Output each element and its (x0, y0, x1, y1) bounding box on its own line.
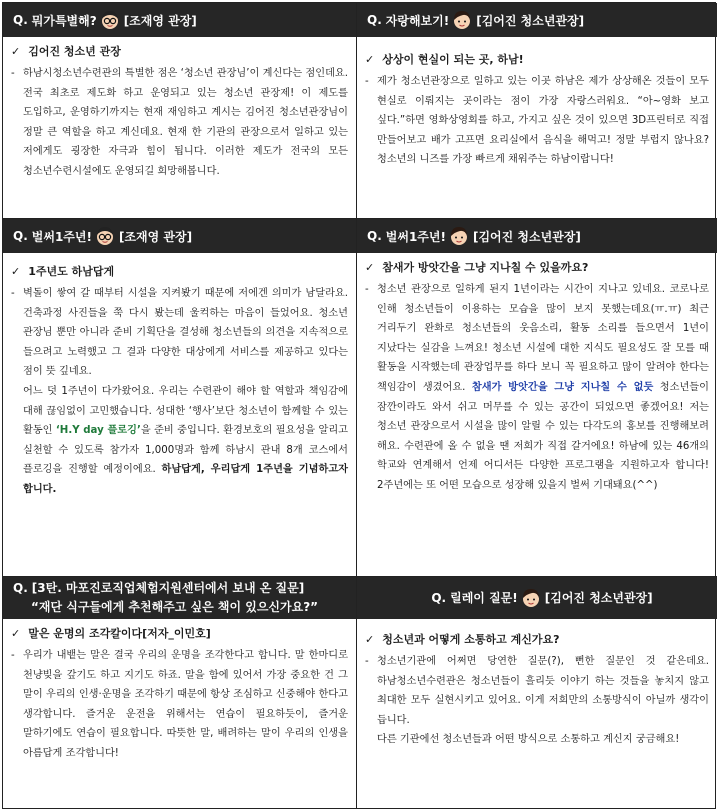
youth-face-icon (448, 225, 470, 247)
panel-relay-question (357, 577, 717, 809)
answer-title (11, 263, 348, 280)
dash-bullet: - (365, 76, 369, 87)
answer-title (11, 625, 348, 642)
answer-text: 어느 덧 1주년이 다가왔어요. 우리는 수련관이 해야 할 역할과 책임감에 대해 끊임없이 고민했습니다. 성대한 ‘행사’보단 청소년이 함께할 수 있는 활동인 (23, 385, 348, 437)
q-label: Q. (367, 229, 382, 243)
speaker-label: [조재영 관장] (123, 13, 197, 28)
answer-text: 다른 기관에선 청소년들과 어떤 방식으로 소통하고 계신지 궁금해요! (377, 734, 680, 746)
panel-header (3, 577, 356, 619)
question-text: 자랑해보기! (385, 13, 450, 28)
answer-text: 청소년들이 잠깐이라도 와서 쉬고 머무를 수 있는 공간이 되었으면 좋겠어요! 저는 청소년 관장으로서 시설을 많이 알릴 수 있는 다각도의 홍보를 진행해보려 해요. 수련관에 올 수 없을 땐 저희가 직접 갈거에요! 하남에 있는 46개의 학교와 연계해서 언제 어디서든 다양한 프로그램을 지원하고자 합니다! 2주년에는 또 어떤 모습으로 성장해 있을지 벌써 기대돼요(^^) (377, 381, 709, 491)
question-text: 릴레이 질문! (450, 590, 518, 605)
dash-bullet: - (11, 288, 15, 299)
q-label: Q. (431, 590, 447, 605)
answer-title (11, 43, 348, 60)
panel-header (3, 3, 356, 37)
check-icon: ✓ (365, 261, 375, 274)
speaker-label: [김어진 청소년관장] (472, 229, 581, 244)
speaker-label: [김어진 청소년관장] (476, 13, 585, 28)
answer-title-text: 김어진 청소년 관장 (28, 45, 121, 58)
answer-paragraph-2 (365, 730, 709, 750)
answer-title-text: 참새가 방앗간을 그냥 지나칠 수 있을까요? (382, 261, 589, 274)
answer-paragraph (365, 652, 709, 730)
man-glasses-face-icon (94, 225, 116, 247)
answer-text: 하남시청소년수련관의 특별한 점은 ‘청소년 관장님’이 계신다는 점인데요. 전국 최초로 제도화 하고 운영되고 있는 청소년 관장제! 이 제도를 도입하고, 운영하기까지는 현재 재임하고 계시는 김어진 청소년관장님이 정말 큰 역할을 하고 계신데요. 현재 한 기관의 관장으로서 일하고 있는 저에게도 굉장한 자극과 힘이 됩니다. 이러한 제도가 전국의 모든 청소년수련시설에도 운영되길 희망해봅니다. (23, 68, 348, 177)
speaker-label: [김어진 청소년관장] (544, 590, 653, 605)
answer-text: 벽돌이 쌓여 갈 때부터 시설을 지켜봤기 때문에 저에겐 의미가 남달라요. 건축과정 사진들을 쭉 다시 봤는데 울컥하는 마음이 들었어요. 청소년 관장님 뿐만 아니라 준비 기획단을 결성해 청소년들의 의견을 지속적으로 들으려고 노력했고 그 결과 다양한 대상에게 서비스를 제공하고 있다는 점이 뜻 깊네요. (23, 288, 348, 378)
answer-title (365, 631, 709, 648)
youth-face-icon (520, 587, 542, 609)
answer-text: 우리가 내뱉는 말은 결국 우리의 운명을 조각한다고 합니다. 말 한마디로 천냥빚을 갚기도 하고 지기도 하죠. 말을 함에 있어서 가장 중요한 건 그 말이 우리의 인생·운명을 조각하기 때문에 항상 조심하고 신중해야 한다고 생각합니다. 즐거운 운전을 위해서는 연습이 필요하듯이, 즐거운 말하기에도 연습이 필요합니다. 따뜻한 말, 배려하는 말이 우리의 인생을 아름답게 조각합니다! (23, 650, 348, 759)
panel-header (357, 3, 717, 37)
answer-paragraph (11, 284, 348, 382)
answer-title-text: 상상이 현실이 되는 곳, 하남! (382, 53, 524, 66)
question-text: 벌써1주년! (31, 229, 92, 244)
answer-title-text: 청소년과 어떻게 소통하고 계신가요? (382, 633, 560, 646)
speaker-label: [조재영 관장] (118, 229, 193, 244)
check-icon: ✓ (11, 627, 21, 640)
dash-bullet: - (365, 656, 369, 667)
answer-text: 을 준비 중입니다. 환경보호의 필요성을 알리고 실천할 수 있도록 참가자 1,000명과 함께 하남시 관내 8개 코스에서 플로깅을 진행할 예정이에요. (23, 425, 348, 476)
panel-anniversary-youth (357, 219, 717, 576)
panel-anniversary-director (3, 219, 356, 576)
check-icon: ✓ (11, 45, 21, 58)
answer-title (365, 259, 709, 276)
highlight-text: ‘H.Y day 플로깅’ (55, 425, 141, 437)
check-icon: ✓ (365, 633, 375, 646)
panel-header (357, 219, 717, 253)
panel-header (3, 219, 356, 253)
answer-paragraph (365, 280, 709, 496)
youth-face-icon (451, 9, 473, 31)
panel-header (357, 577, 717, 619)
question-text: [3탄. 마포진로직업체험지원센터에서 보내 온 질문] (31, 581, 305, 595)
answer-text: 청소년 관장으로 일하게 된지 1년이라는 시간이 지나고 있네요. 코로나로 인해 청소년들이 이용하는 모습을 많이 보지 못했는데요(ㅠ.ㅠ) 최근 거리두기 완화로 청소년들의 웃음소리, 활동 소리를 들으면서 1년이 지났다는 실감을 느껴요! 청소년 시설에 대한 지식도 필요성도 잘 모를 때 활동을 시작했는데 관장업무를 하다 보니 꼭 필요하고 많이 알려야 한다는 책임감이 생겼어요. (377, 284, 709, 393)
highlight-text: 참새가 방앗간을 그냥 지나칠 수 없듯 (471, 381, 654, 393)
answer-paragraph (11, 64, 348, 182)
answer-title-text: 1주년도 하남답게 (28, 265, 115, 278)
q-label: Q. (13, 229, 28, 243)
dash-bullet: - (11, 68, 15, 79)
q-label: Q. (13, 581, 28, 595)
q-label: Q. (367, 13, 382, 27)
answer-text: 제가 청소년관장으로 일하고 있는 이곳 하남은 제가 상상해온 것들이 모두 현실로 이뤄지는 곳이라는 점이 가장 자랑스러워요. “아~영화 보고 싶다.”하면 영화상영회를 하고, 가지고 싶은 것이 있으면 3D프린터로 직접 만들어보고 배가 고프면 요리실에서 음식을 해먹고! 정말 부럽지 않나요? 청소년의 니즈를 가장 빠르게 채워주는 하남이랍니다! (377, 76, 709, 166)
question-text: 뭐가특별해? (31, 13, 97, 28)
dash-bullet: - (365, 284, 369, 295)
bold-text: 하남답게, 우리답게 1주년을 기념하고자 합니다. (23, 464, 349, 495)
check-icon: ✓ (11, 265, 21, 278)
question-text: 벌써1주년! (385, 229, 446, 244)
check-icon: ✓ (365, 53, 375, 66)
answer-title (365, 51, 709, 68)
panel-book-recommendation (3, 577, 356, 809)
answer-title-text: 말은 운명의 조각칼이다[저자_이민호] (28, 627, 211, 640)
man-glasses-face-icon (99, 9, 121, 31)
panel-special (3, 3, 356, 218)
answer-paragraph (365, 72, 709, 170)
interview-grid (2, 2, 716, 809)
answer-text: 청소년기관에 어쩌면 당연한 질문(?), 뻔한 질문인 것 같은데요. 하남청소년수련관은 청소년들이 흘리듯 이야기 하는 것들을 놓치지 않고 최대한 모두 실현시키고 있어요. 이게 저희만의 소통방식이 아닐까 생각이 듭니다. (377, 656, 709, 726)
question-subtext: “재단 식구들에게 추천해주고 싶은 책이 있으신가요?” (31, 600, 319, 614)
answer-paragraph-2 (11, 382, 348, 500)
dash-bullet: - (11, 650, 15, 661)
panel-proud (357, 3, 717, 218)
q-label: Q. (13, 13, 28, 27)
answer-paragraph (11, 646, 348, 764)
